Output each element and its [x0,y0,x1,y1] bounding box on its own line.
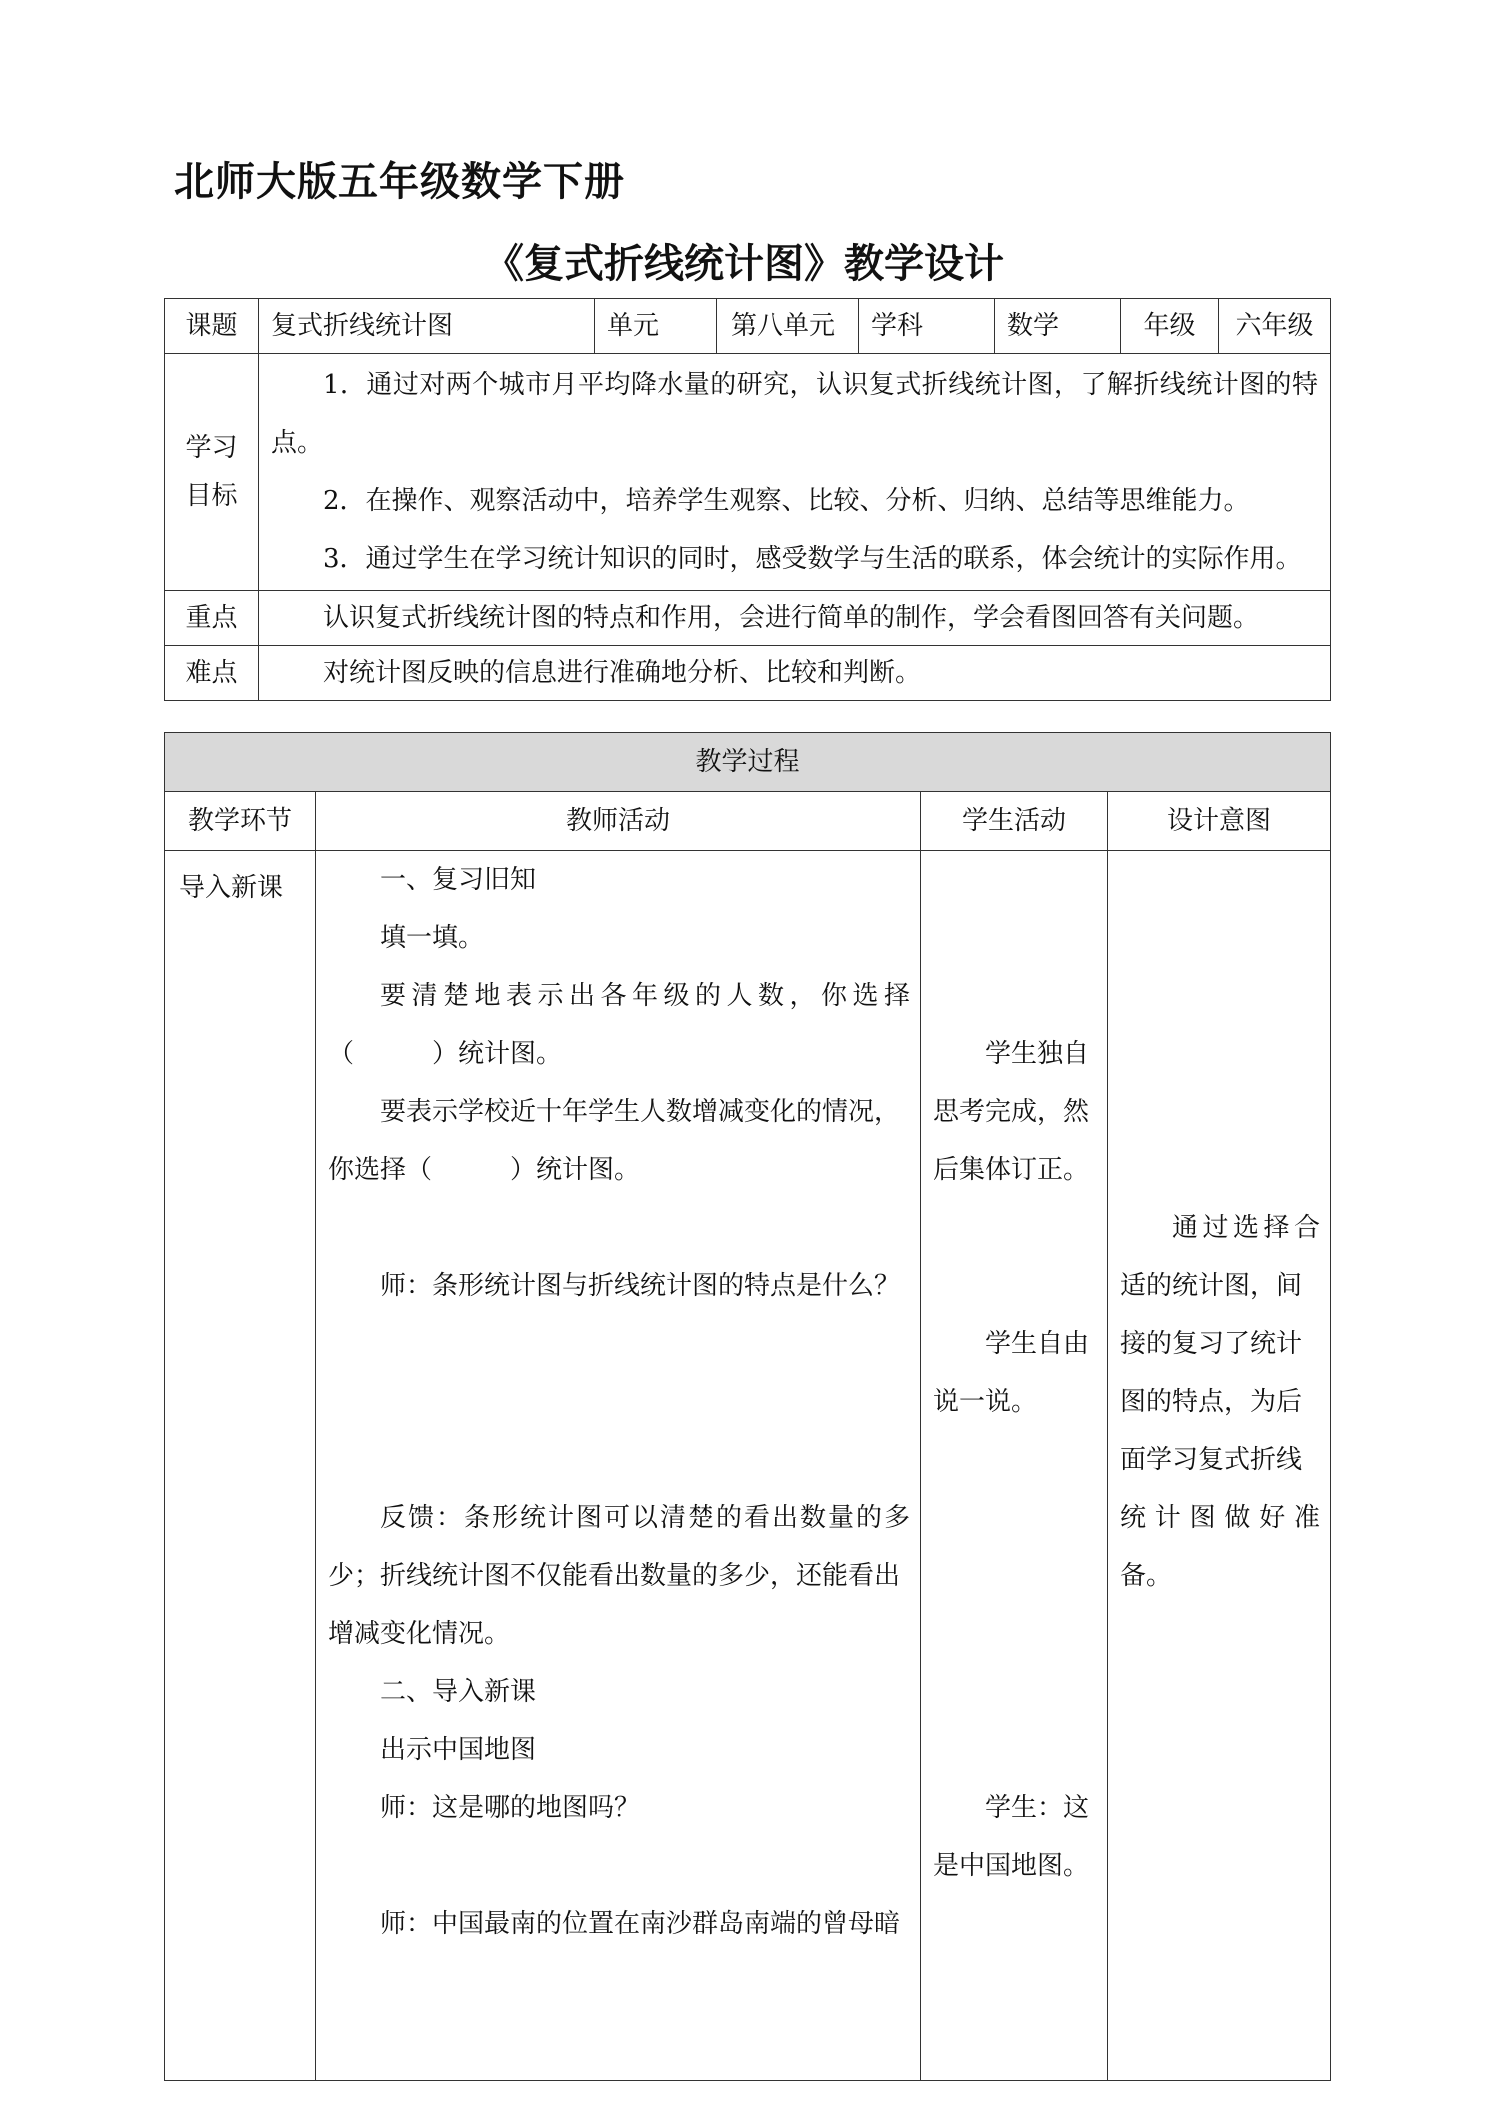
intent-line: 面学习复式折线 [1120,1445,1303,1475]
goals-label-line-1: 学习 [185,433,238,463]
column-header-intent: 设计意图 [1108,792,1331,851]
teaching-process-table [164,732,1331,2081]
stage-name: 导入新课 [179,873,284,903]
document-title: 《复式折线统计图》教学设计 [484,241,1004,287]
student-line: 学生：这 [985,1793,1090,1823]
unit-value: 第八单元 [717,299,859,354]
teacher-line: 你选择（ ）统计图。 [328,1155,641,1185]
teacher-line: 增减变化情况。 [328,1619,511,1649]
student-line: 说一说。 [933,1387,1038,1417]
column-header-teacher: 教师活动 [316,792,921,851]
process-band-title: 教学过程 [165,733,1331,792]
teacher-activity-cell [316,851,921,2081]
goal-item: 2．在操作、观察活动中，培养学生观察、比较、分析、归纳、总结等思维能力。 [323,486,1250,516]
topic-value: 复式折线统计图 [259,299,595,354]
intent-line: 图的特点，为后 [1120,1387,1303,1417]
goal-item: 1．通过对两个城市月平均降水量的研究，认识复式折线统计图，了解折线统计图的特点。 [271,370,1318,458]
student-line: 后集体订正。 [933,1155,1090,1185]
student-activity-cell [921,851,1108,2081]
teacher-line: 少；折线统计图不仅能看出数量的多少，还能看出 [328,1561,901,1591]
teacher-line: 填一填。 [380,923,485,953]
teacher-line: 师：这是哪的地图吗？ [380,1793,641,1823]
intent-line: 适的统计图，间 [1120,1271,1303,1301]
topic-label: 课题 [165,299,259,354]
grade-value: 六年级 [1219,299,1331,354]
intent-line: 通过选择合 [1172,1213,1321,1243]
student-line: 学生独自 [985,1039,1090,1069]
key-point-value: 认识复式折线统计图的特点和作用，会进行简单的制作，学会看图回答有关问题。 [259,591,1331,646]
book-heading: 北师大版五年级数学下册 [174,159,625,205]
intent-line: 备。 [1120,1561,1173,1591]
student-line: 是中国地图。 [933,1851,1090,1881]
teacher-line: 二、导入新课 [380,1677,537,1707]
unit-label: 单元 [595,299,717,354]
difficulty-value: 对统计图反映的信息进行准确地分析、比较和判断。 [259,646,1331,701]
teacher-line: 要清楚地表示出各年级的人数，你选择 [380,981,910,1011]
goals-label-line-2: 目标 [185,481,238,511]
teacher-line: 一、复习旧知 [380,865,537,895]
student-line: 学生自由 [985,1329,1090,1359]
column-header-stage: 教学环节 [165,792,316,851]
lesson-info-table [164,298,1331,701]
intent-line: 统计图做好准 [1120,1503,1321,1533]
column-header-student: 学生活动 [921,792,1108,851]
subject-value: 数学 [995,299,1121,354]
grade-label: 年级 [1121,299,1219,354]
intent-line: 接的复习了统计 [1120,1329,1303,1359]
difficulty-label: 难点 [165,646,259,701]
goals-content [259,354,1331,591]
goal-item: 3．通过学生在学习统计知识的同时，感受数学与生活的联系，体会统计的实际作用。 [323,544,1302,574]
teacher-line: 反馈：条形统计图可以清楚的看出数量的多 [380,1503,910,1533]
teacher-line: 师：中国最南的位置在南沙群岛南端的曾母暗 [380,1909,901,1939]
teacher-line: （ ）统计图。 [328,1039,563,1069]
stage-cell [165,851,316,2081]
design-intent-cell [1108,851,1331,2081]
goals-label [165,354,259,591]
teacher-line: 师：条形统计图与折线统计图的特点是什么？ [380,1271,901,1301]
teacher-line: 出示中国地图 [380,1735,537,1765]
subject-label: 学科 [859,299,995,354]
key-point-label: 重点 [165,591,259,646]
teacher-line: 要表示学校近十年学生人数增减变化的情况， [380,1097,901,1127]
student-line: 思考完成，然 [933,1097,1090,1127]
